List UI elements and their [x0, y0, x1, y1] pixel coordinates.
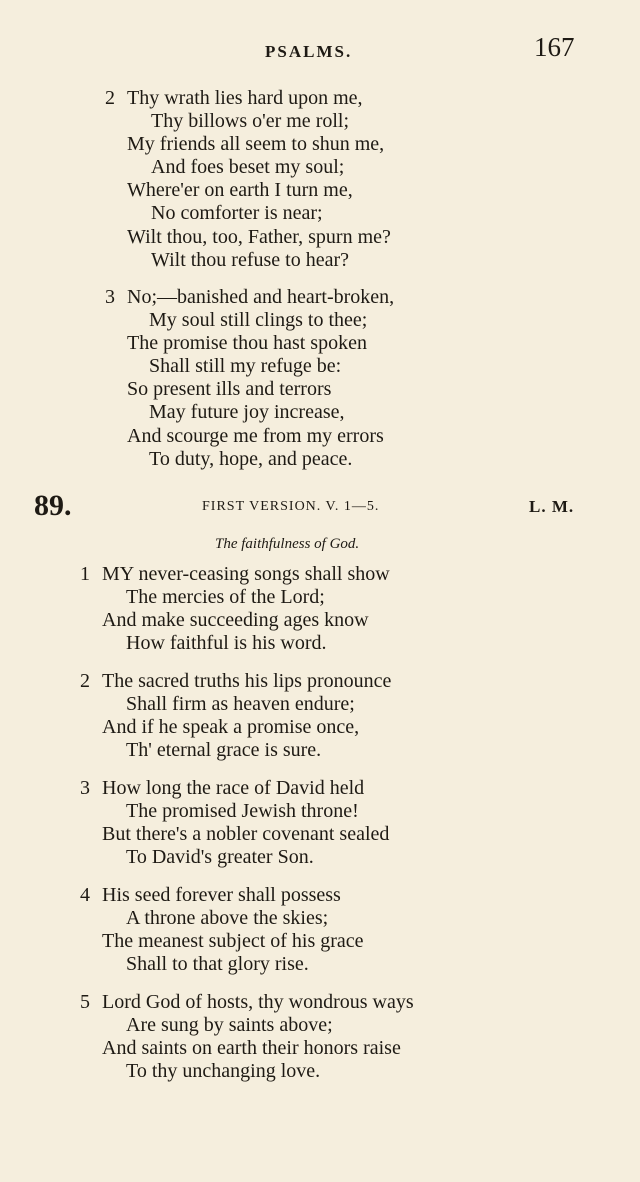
stanza-number: 2 [105, 87, 115, 109]
verse-line: A throne above the skies; [126, 907, 329, 930]
hymn-subject: The faithfulness of God. [215, 536, 360, 552]
stanza [80, 670, 391, 762]
stanza [80, 991, 414, 1083]
stanza [80, 777, 389, 869]
stanza-number: 4 [80, 884, 90, 906]
verse-line: And foes beset my soul; [151, 156, 345, 179]
verse-line: To thy unchanging love. [126, 1060, 321, 1083]
verse-line: But there's a nobler covenant sealed [102, 823, 390, 846]
stanza-number: 3 [105, 286, 115, 308]
verse-line: No comforter is near; [151, 202, 323, 225]
verse-line: 1 MY never-ceasing songs shall show [80, 563, 390, 585]
verse-line: Wilt thou refuse to hear? [151, 248, 350, 271]
stanza-number: 2 [80, 670, 90, 692]
verse-line: 4 His seed forever shall possess [80, 884, 341, 906]
verse-line: The mercies of the Lord; [126, 586, 325, 609]
verse-line: My friends all seem to shun me, [127, 133, 385, 156]
verse-line: How faithful is his word. [126, 632, 327, 655]
page-number: 167 [534, 32, 575, 62]
meter: L. M. [529, 497, 575, 516]
verse-line: The promised Jewish throne! [126, 800, 359, 823]
verse-line: And saints on earth their honors raise [102, 1037, 401, 1060]
verse-line: May future joy increase, [149, 401, 345, 424]
verse-line: And make succeeding ages know [102, 609, 369, 632]
verse-line: 5 Lord God of hosts, thy wondrous ways [80, 991, 414, 1013]
stanza-number: 3 [80, 777, 90, 799]
stanza [105, 87, 391, 272]
hymn-number: 89. [34, 489, 72, 522]
stanza-number: 5 [80, 991, 90, 1013]
verse-line: 3 How long the race of David held [80, 777, 365, 799]
verse-line: Shall still my refuge be: [149, 355, 342, 378]
stanza [80, 563, 390, 655]
verse-line: To duty, hope, and peace. [149, 447, 353, 470]
verse-line: 2 The sacred truths his lips pronounce [80, 670, 392, 692]
stanza [80, 884, 364, 976]
verse-line: And scourge me from my errors [127, 424, 384, 447]
verse-line: Are sung by saints above; [126, 1014, 333, 1037]
verse-line: Th' eternal grace is sure. [126, 739, 322, 762]
verse-line: My soul still clings to thee; [149, 309, 368, 332]
running-title: PSALMS. [265, 42, 353, 61]
verse-line: Shall firm as heaven endure; [126, 693, 355, 716]
verse-line: The meanest subject of his grace [102, 930, 364, 953]
verse-line: To David's greater Son. [126, 846, 314, 869]
verse-line: Shall to that glory rise. [126, 953, 309, 976]
verse-line: And if he speak a promise once, [102, 716, 360, 739]
verse-line: Wilt thou, too, Father, spurn me? [127, 225, 391, 248]
verse-line: The promise thou hast spoken [127, 332, 367, 355]
verse-line: So present ills and terrors [127, 378, 332, 401]
verse-line: Thy billows o'er me roll; [151, 110, 350, 133]
stanza [105, 286, 394, 471]
verse-line: 2 Thy wrath lies hard upon me, [105, 87, 363, 109]
verse-line: Where'er on earth I turn me, [127, 179, 353, 202]
version-title: FIRST VERSION. V. 1—5. [202, 499, 380, 514]
verse-line: 3 No;—banished and heart-broken, [105, 286, 395, 308]
stanza-number: 1 [80, 563, 90, 585]
